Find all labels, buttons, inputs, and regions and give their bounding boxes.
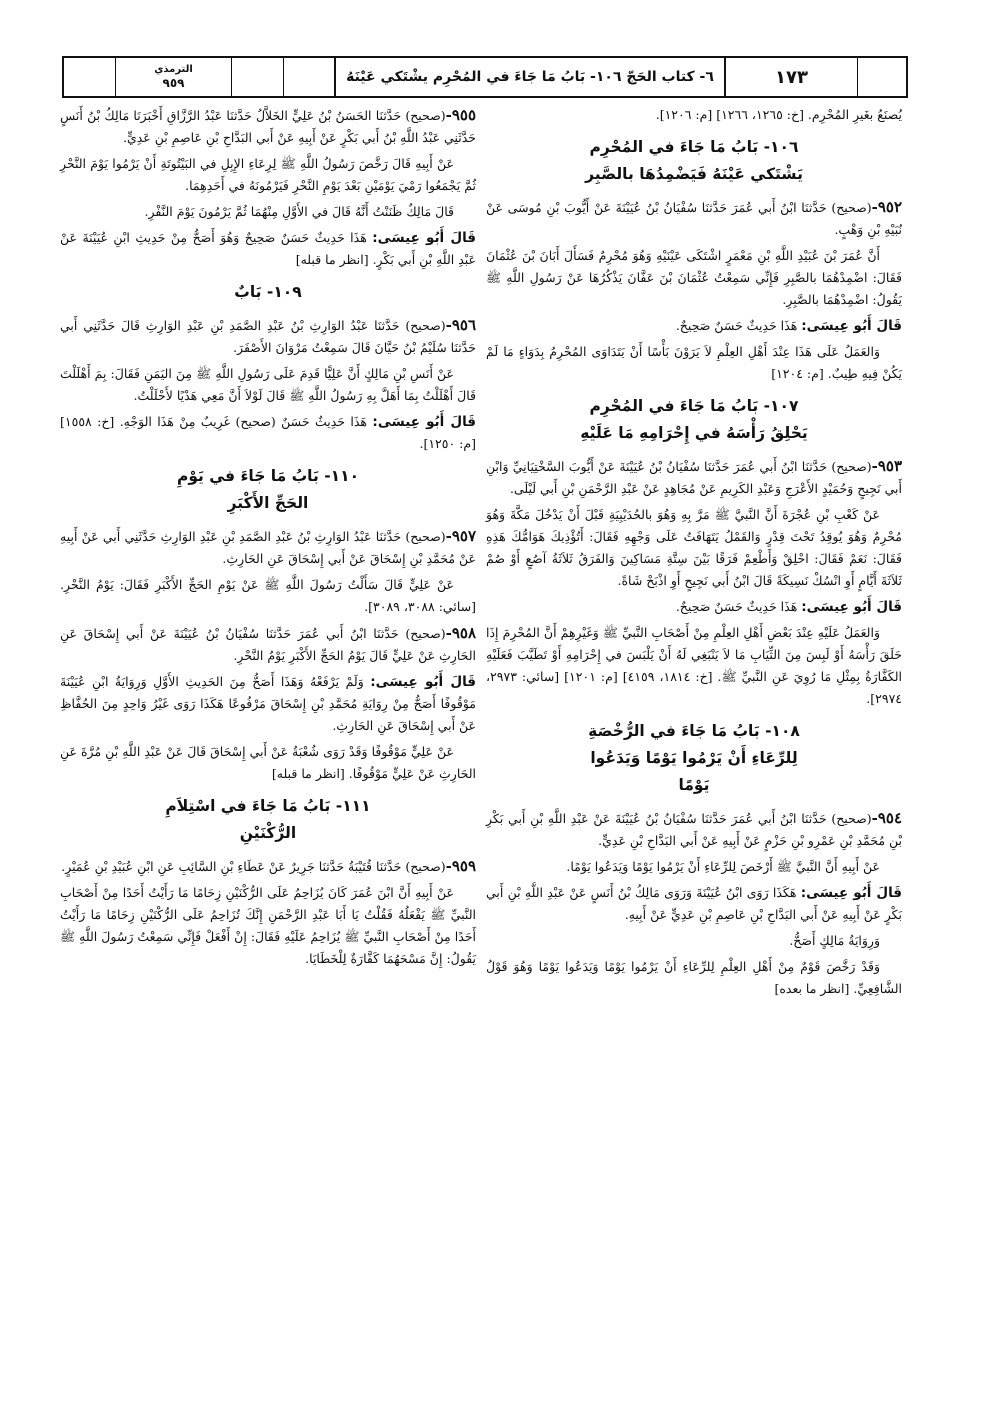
text-paragraph: وَالعَمَلُ عَلَيْهِ عِنْدَ بَعْضِ أَهْلِ العِلْمِ مِنْ أَصْحَابِ النَّبيِّ ﷺ وَغَيْرِهِمْ أَنَّ المُحْرِمَ إِذَا حَلَقَ رَأْسَهُ أَوْ لَبِسَ مِنَ الثِّيَابِ مَا لاَ يَنْبَغِي لَهُ أَنْ يَلْبَسَ في إِحْرَامِهِ أَوْ تَطَيَّبَ فَعَلَيْهِ الكَفَّارَةُ بِمِثْلِ مَا رُوِيَ عَنِ النَّبيِّ ﷺ. [خ: ١٨١٤، ٤١٥٩] [م: ١٢٠١] [سائي: ٢٩٧٣، ٢٩٧٤]. [486, 625, 902, 706]
comment-text: هَكَذَا رَوَى ابْنُ عُيَيْنَةَ وَرَوَى مَالِكُ بْنُ أَنَسٍ عَنْ عَبْدِ اللَّهِ بْنِ أَبي بَكْرٍ عَنْ أَبِيهِ عَنْ أَبي البَدَّاحِ بْنِ عَاصِمِ بْنِ عَدِيٍّ عَنْ أَبِيهِ. [486, 885, 902, 922]
hadith-paragraph [486, 196, 902, 241]
hadith-grade: (صحيح) [405, 108, 446, 123]
cross-reference-cell [116, 58, 232, 96]
hadith-number: ٩٥٤ [877, 809, 902, 827]
hadith-grade: (صحيح) [831, 459, 872, 474]
hadith-grade: (صحيح) [831, 200, 872, 215]
hadith-text: حَدَّثنَا ابْنُ أَبي عُمَرَ حَدَّثنَا سُفْيَانُ بْنُ عُيَيْنَةَ عَنْ أَيُّوبَ بْنِ مُوسَى عَنْ نُبَيْهِ بْنِ وَهْبٍ. [486, 200, 902, 237]
text-paragraph: وَالعَمَلُ عَلَى هَذَا عِنْدَ أَهْلِ العِلْمِ لاَ يَرَوْنَ بَأْسًا أَنْ يَتَدَاوَى المُحْرِمُ بِدَوَاءٍ مَا لَمْ يَكُنْ فِيهِ طِيبٌ. [م: ١٢٠٤] [486, 344, 902, 381]
abu-isa-comment [486, 882, 902, 926]
abu-isa-label: قَالَ أَبُو عِيسَى: [801, 599, 902, 615]
chapter-heading-line: لِلرِّعَاءِ أَنْ يَرْمُوا يَوْمًا وَيَدَعُوا [590, 749, 798, 767]
hadith-text: حَدَّثنَا عَبْدُ الوَارِثِ بْنُ عَبْدِ الصَّمَدِ بْنِ عَبْدِ الوَارِثِ حَدَّثَنِي أَبي عَنْ أَبِيهِ عَنْ مُحَمَّدِ بْنِ إِسْحَاقَ عَنْ أَبي إِسْحَاقَ عَنِ الحَارِثِ. [60, 529, 476, 566]
hadith-number-dash: - [445, 527, 452, 545]
hadith-text: حَدَّثنَا قُتَيْبَةُ حَدَّثنَا جَرِيرٌ عَنْ عَطَاءِ بْنِ السَّائِبِ عَنِ ابْنِ عُبَيْدِ بْنِ عُمَيْرٍ. [61, 859, 406, 874]
chapter-heading [60, 793, 476, 847]
abu-isa-comment [60, 227, 476, 271]
hadith-number-dash: - [445, 624, 452, 642]
hadith-text: حَدَّثنَا عَبْدُ الوَارِثِ بْنُ عَبْدِ الصَّمَدِ بْنِ عَبْدِ الوَارِثِ قَالَ حَدَّثَنِي أَبي حَدَّثنَا سُلَيْمُ بْنُ حَيَّانَ قَالَ سَمِعْتُ مَرْوَانَ الأَصْفَرَ. [60, 318, 476, 355]
hadith-text: حَدَّثنَا الحَسَنُ بْنُ عَلِيٍّ الخَلاَّلُ حَدَّثنَا عَبْدُ الرَّزَّاقِ أَخْبَرَنَا مَالِكُ بْنُ أَنَسٍ حَدَّثَنِي عَبْدُ اللَّهِ بْنُ أَبي بَكْرٍ عَنْ أَبِيهِ عَنْ أَبي البَدَّاحِ بْنِ عَاصِمِ بْنِ عَدِيٍّ. [60, 108, 476, 145]
abu-isa-comment [60, 411, 476, 455]
text-paragraph: وَرِوَايَةُ مَالِكٍ أَصَحُّ. [789, 933, 880, 948]
hadith-number: ٩٥٦ [451, 316, 476, 334]
chapter-heading-line: ١٠٨- بَابُ مَا جَاءَ في الرُّخْصَةِ [588, 722, 800, 740]
hadith-grade: (صحيح) [405, 318, 446, 333]
text-paragraph: قَالَ مَالِكٌ ظَنَنْتُ أَنَّهُ قَالَ في الأَوَّلِ مِنْهُمَا ثُمَّ يَرْمُونَ يَوْمَ النَّفْرِ. [144, 204, 454, 219]
hadith-grade: (صحيح) [405, 859, 446, 874]
chapter-heading-line: ١١٠- بَابُ مَا جَاءَ في يَوْمِ [176, 467, 360, 485]
running-title: ٦- كتاب الحَجّ ١٠٦- بَابُ مَا جَاءَ في المُحْرِم يشْتَكي عَيْنَهُ [336, 58, 726, 96]
hadith-number-dash: - [871, 809, 878, 827]
chapter-heading-line: يَشْتَكي عَيْنَهُ فَيَضْمِدُهَا بالصَّبِر [585, 165, 803, 183]
hadith-paragraph [486, 807, 902, 852]
cross-reference-book: الترمذي [154, 64, 193, 75]
abu-isa-comment [60, 671, 476, 737]
comment-text: وَلَمْ يَرْفَعْهُ وَهَذَا أَصَحُّ مِنَ الحَدِيثِ الأَوَّلِ وَرِوَايَةُ ابْنِ عُيَيْنَةَ مَوْقُوفًا أَصَحُّ مِنْ رِوَايَةِ مُحَمَّدِ بْنِ إِسْحَاقَ مَرْفُوعًا هَكَذَا رَوَى غَيْرُ وَاحِدٍ مِنَ الحُفَّاظِ عَنْ أَبي إِسْحَاقَ عَنِ الحَارِثِ. [60, 674, 476, 733]
hadith-number-dash: - [871, 198, 878, 216]
page-header [62, 56, 908, 98]
text-paragraph: وَقَدْ رَخَّصَ قَوْمٌ مِنْ أَهْلِ العِلْمِ لِلرِّعَاءِ أَنْ يَرْمُوا يَوْمًا وَيَدَعُوا يَوْمًا وَهُوَ قَوْلُ الشَّافِعِيِّ. [انظر ما بعده] [486, 959, 902, 996]
hadith-text: حَدَّثنَا ابْنُ أَبي عُمَرَ حَدَّثنَا سُفْيَانُ بْنُ عُيَيْنَةَ عَنْ أَبي إِسْحَاقَ عَنِ الحَارِثِ عَنْ عَلِيٍّ قَالَ يَوْمُ الحَجِّ الأَكْبَرِ يَوْمُ النَّحْرِ. [60, 626, 476, 663]
abu-isa-label: قَالَ أَبُو عِيسَى: [800, 885, 903, 901]
page-number: ١٧٣ [726, 58, 858, 96]
chapter-heading [486, 718, 902, 799]
abu-isa-comment [486, 315, 902, 337]
chapter-heading [486, 134, 902, 188]
text-paragraph: عَنْ أَبِيهِ أَنَّ ابْنَ عُمَرَ كَانَ يُزَاحِمُ عَلَى الرُّكْنَيْنِ زِحَامًا مَا رَأَيْتُ أَحَدًا مِنْ أَصْحَابِ النَّبيِّ ﷺ يَفْعَلُهُ فَقُلْتُ يَا أَبَا عَبْدِ الرَّحْمَنِ إِنَّكَ تُزَاحِمُ عَلَى الرُّكْنَيْنِ زِحَامًا مَا رَأَيْتُ أَحَدًا مِنْ أَصْحَابِ النَّبيِّ ﷺ يُزَاحِمُ عَلَيْهِ فَقَالَ: إِنْ أَفْعَلْ فَإِنِّي سَمِعْتُ رَسُولَ اللَّهِ ﷺ يَقُولُ: إِنَّ مَسْحَهُمَا كَفَّارَةٌ لِلْخَطَايَا. [60, 885, 476, 966]
hadith-number: ٩٥٥ [451, 106, 476, 124]
abu-isa-label: قَالَ أَبُو عِيسَى: [370, 674, 476, 690]
header-empty-cell [284, 58, 336, 96]
hadith-number-dash: - [445, 316, 452, 334]
abu-isa-label: قَالَ أَبُو عِيسَى: [801, 318, 902, 334]
hadith-paragraph [486, 455, 902, 500]
header-empty-cell [232, 58, 284, 96]
chapter-heading-line: الحَجِّ الأَكْبَرِ [227, 494, 309, 512]
hadith-number: ٩٥٢ [877, 198, 902, 216]
text-paragraph: عَنْ عَلِيٍّ مَوْقُوفًا وَقَدْ رَوَى شُعْبَةُ عَنْ أَبي إِسْحَاقَ قَالَ عَنْ عَبْدِ اللَّهِ بْنِ مُرَّةَ عَنِ الحَارِثِ عَنْ عَلِيٍّ مَوْقُوفًا. [انظر ما قبله] [60, 744, 476, 781]
chapter-heading [60, 279, 476, 306]
hadith-paragraph [60, 525, 476, 570]
hadith-grade: (صحيح) [405, 626, 446, 641]
hadith-number-dash: - [445, 857, 452, 875]
hadith-number-dash: - [871, 457, 878, 475]
chapter-heading-line: ١٠٩- بَابٌ [234, 283, 302, 301]
hadith-number: ٩٥٨ [451, 624, 476, 642]
hadith-grade: (صحيح) [831, 811, 872, 826]
text-paragraph: عَنْ أَبِيهِ أَنَّ النَّبيَّ ﷺ أَرْخَصَ لِلرِّعَاءِ أَنْ يَرْمُوا يَوْمًا وَيَدَعُوا يَوْمًا. [566, 859, 880, 874]
hadith-text: حَدَّثنَا ابْنُ أَبي عُمَرَ حَدَّثنَا سُفْيَانُ بْنُ عُيَيْنَةَ عَنْ أَيُّوبَ السَّخْتِيَانِيِّ وَابْنِ أَبي نَجِيحٍ وَحُمَيْدٍ الأَعْرَجِ وَعَبْدِ الكَرِيمِ عَنْ مُجَاهِدٍ عَنْ عَبْدِ الرَّحْمَنِ بْنِ أَبي لَيْلَى. [486, 459, 902, 496]
hadith-paragraph [60, 314, 476, 359]
hadith-paragraph [60, 855, 476, 878]
hadith-paragraph [60, 622, 476, 667]
hadith-text: حَدَّثنَا ابْنُ أَبي عُمَرَ حَدَّثنَا سُفْيَانُ بْنُ عُيَيْنَةَ عَنْ عَبْدِ اللَّهِ بْنِ أَبي بَكْرِ بْنِ مُحَمَّدِ بْنِ عَمْرِو بْنِ حَزْمٍ عَنْ أَبِيهِ عَنْ أَبي البَدَّاحِ بْنِ عَدِيٍّ. [486, 811, 902, 848]
abu-isa-comment [486, 596, 902, 618]
hadith-grade: (صحيح) [405, 529, 446, 544]
text-paragraph: عَنْ أَبِيهِ قَالَ رَخَّصَ رَسُولُ اللَّهِ ﷺ لِرِعَاءِ الإِبِلِ في البَيْتُوتَةِ أَنْ يَرْمُوا يَوْمَ النَّحْرِ ثُمَّ يَجْمَعُوا رَمْيَ يَوْمَيْنِ بَعْدَ يَوْمِ النَّحْرِ فَيَرْمُونَهُ في أَحَدِهِمَا. [60, 156, 476, 193]
header-empty-cell [64, 58, 116, 96]
hadith-paragraph [60, 104, 476, 149]
chapter-heading-line: ١٠٦- بَابُ مَا جَاءَ في المُحْرِم [589, 138, 799, 156]
text-paragraph: يُصنَعُ بغَيرِ المُحْرِم. [خ: ١٢٦٥، ١٢٦٦] [م: ١٢٠٦]. [655, 107, 902, 122]
comment-text: هَذَا حَدِيثٌ حَسَنٌ صَحِيحٌ. [675, 318, 802, 333]
left-text-column [60, 104, 476, 974]
text-paragraph: عَنْ أَنَسِ بْنِ مَالِكٍ أَنَّ عَلِيًّا قَدِمَ عَلَى رَسُولِ اللَّهِ ﷺ مِنَ اليَمَنِ فَقَالَ: بِمَ أَهْلَلْتَ قَالَ أَهْلَلْتُ بِمَا أَهَلَّ بِهِ رَسُولُ اللَّهِ ﷺ قَالَ لَوْلاَ أَنَّ مَعِي هَدْيًا لأَحْلَلْتُ. [60, 366, 476, 403]
chapter-heading-line: ١٠٧- بَابُ مَا جَاءَ في المُحْرِم [589, 397, 799, 415]
cross-reference-number: ٩٥٩ [162, 76, 185, 90]
hadith-number-dash: - [445, 106, 452, 124]
chapter-heading-line: ١١١- بَابُ مَا جَاءَ في اسْتِلاَمِ [165, 797, 371, 815]
comment-text: هَذَا حَدِيثٌ حَسَنٌ صَحِيحٌ. [675, 599, 802, 614]
text-paragraph: عَنْ كَعْبِ بْنِ عُجْرَةَ أَنَّ النَّبيَّ ﷺ مَرَّ بِهِ وَهُوَ بالحُدَيْبِيَةِ قَبْلَ أَنْ يَدْخُلَ مَكَّةَ وَهُوَ مُحْرِمٌ وَهُوَ يُوقِدُ تَحْتَ قِدْرٍ وَالقَمْلُ يَتَهَافَتُ عَلَى وَجْهِهِ فَقَالَ: أَتُؤْذِيكَ هَوَامُّكَ هَذِهِ فَقَالَ: نَعَمْ فَقَالَ: احْلِقْ وَأَطْعِمْ فَرَقًا بَيْنَ سِتَّةِ مَسَاكِينَ وَالفَرَقُ ثَلاَثَةُ آصُعٍ أَوْ صُمْ ثَلاَثَةَ أَيَّامٍ أَوِ انْسُكْ نَسِيكَةً قَالَ ابْنُ أَبي نَجِيحٍ أَوِ اذْبَحْ شَاةً. [486, 507, 902, 588]
hadith-number: ٩٥٧ [451, 527, 476, 545]
text-paragraph: عَنْ عَلِيٍّ قَالَ سَأَلْتُ رَسُولَ اللَّهِ ﷺ عَنْ يَوْمِ الحَجِّ الأَكْبَرِ فَقَالَ: يَوْمُ النَّحْرِ. [سائي: ٣٠٨٨، ٣٠٨٩]. [60, 577, 476, 614]
abu-isa-label: قَالَ أَبُو عِيسَى: [372, 414, 476, 430]
chapter-heading-line: يَحْلِقُ رَأْسَهُ في إِحْرَامِهِ مَا عَلَيْهِ [580, 424, 808, 442]
chapter-heading-line: الرُّكْنَيْنِ [239, 824, 297, 842]
chapter-heading [486, 393, 902, 447]
hadith-number: ٩٥٣ [877, 457, 902, 475]
hadith-number: ٩٥٩ [451, 857, 476, 875]
comment-text: هَذَا حَدِيثٌ حَسَنٌ (صحيح) غَرِيبٌ مِنْ هَذَا الوَجْهِ. [خ: ١٥٥٨] [م: ١٢٥٠]. [60, 414, 476, 451]
chapter-heading [60, 463, 476, 517]
text-paragraph: أَنَّ عُمَرَ بْنَ عُبَيْدِ اللَّهِ بْنِ مَعْمَرٍ اشْتَكَى عَيْنَيْهِ وَهُوَ مُحْرِمٌ فَسَأَلَ أَبَانَ بْنَ عُثْمَانَ فَقَالَ: اضْمِدْهُمَا بالصَّبِرِ فَإِنِّي سَمِعْتُ عُثْمَانَ بْنَ عَفَّانَ يَذْكُرُهَا عَنْ رَسُولِ اللَّهِ ﷺ يَقُولُ: اضْمِدْهُمَا بالصَّبِرِ. [486, 248, 902, 307]
right-text-column [486, 104, 902, 1004]
abu-isa-label: قَالَ أَبُو عِيسَى: [372, 230, 477, 246]
comment-text: هَذَا حَدِيثٌ حَسَنٌ صَحِيحٌ وَهُوَ أَصَحُّ مِنْ حَدِيثِ ابْنِ عُيَيْنَةَ عَنْ عَبْدِ اللَّهِ بْنِ أَبي بَكْرٍ. [انظر ما قبله] [60, 230, 476, 267]
header-empty-cell [858, 58, 906, 96]
chapter-heading-line: يَوْمًا [678, 776, 710, 794]
